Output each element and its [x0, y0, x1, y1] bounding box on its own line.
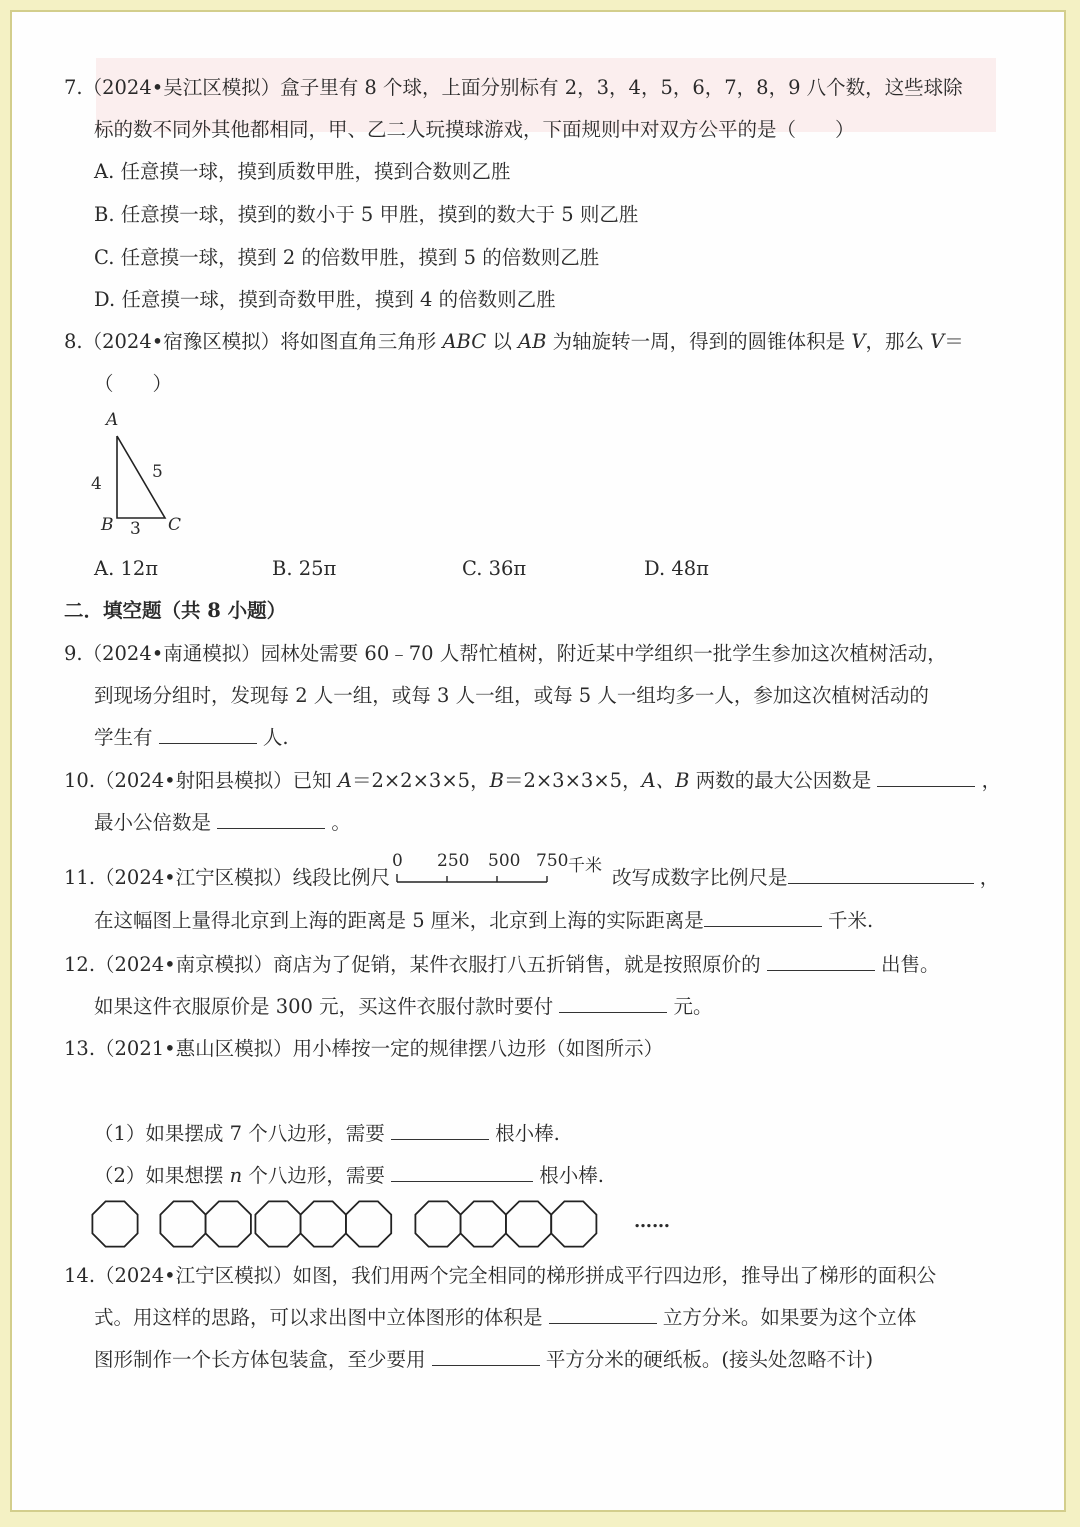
- q8-line-1: 8.（2024•宿豫区模拟）将如图直角三角形 ABC 以 AB 为轴旋转一周，得到的圆锥体积是 V，那么 V＝: [64, 330, 964, 353]
- q8-option-c: C. 36π: [462, 557, 527, 580]
- scale-unit: 千米: [568, 856, 602, 876]
- vertex-b-label: B: [101, 515, 114, 535]
- scale-tick-250: 250: [437, 851, 470, 871]
- q14-volume-blank[interactable]: [549, 1305, 657, 1324]
- octagon-shape: [461, 1201, 506, 1246]
- q10-line-2: 最小公倍数是 。: [94, 811, 351, 834]
- scale-tick-500: 500: [488, 851, 521, 871]
- q7-line-2: 标的数不同外其他都相同，甲、乙二人玩摸球游戏，下面规则中对双方公平的是（ ）: [94, 118, 855, 141]
- q10-lcm-blank[interactable]: [217, 810, 325, 829]
- q11-ratio-blank[interactable]: [788, 865, 974, 884]
- q11-line-1b: 改写成数字比例尺是 ，: [612, 866, 1000, 889]
- q7-option-d: D. 任意摸一球，摸到奇数甲胜，摸到 4 的倍数则乙胜: [94, 288, 556, 311]
- q10-line-1: 10.（2024•射阳县模拟）已知 A＝2×2×3×5，B＝2×3×3×5，A、B 两数的最大公因数是 ，: [64, 769, 1002, 792]
- q9-line-3: 学生有 人.: [94, 726, 289, 749]
- q13-sub-1: （1）如果摆成 7 个八边形，需要 根小棒.: [94, 1122, 560, 1145]
- octagon-shape: [506, 1201, 551, 1246]
- octagon-pattern-figure: [90, 1196, 650, 1256]
- side-ab-label: 4: [91, 474, 102, 494]
- scale-tick-0: 0: [392, 851, 403, 871]
- q12-line-1: 12.（2024•南京模拟）商店为了促销，某件衣服打八五折销售，就是按照原价的 出售。: [64, 953, 940, 976]
- continuation-dots: ……: [634, 1211, 670, 1232]
- q14-line-1: 14.（2024•江宁区模拟）如图，我们用两个完全相同的梯形拼成平行四边形，推导出了梯形的面积公: [64, 1264, 937, 1287]
- octagon-shape: [92, 1201, 137, 1246]
- q7-option-a: A. 任意摸一球，摸到质数甲胜，摸到合数则乙胜: [94, 160, 511, 183]
- octagon-shape: [206, 1201, 251, 1246]
- q8-line-2: （ ）: [94, 372, 173, 395]
- q10-gcd-blank[interactable]: [877, 768, 975, 787]
- q8-option-d: D. 48π: [644, 557, 709, 580]
- vertex-c-label: C: [168, 515, 182, 535]
- octagon-shape: [255, 1201, 300, 1246]
- side-ac-label: 5: [152, 462, 163, 482]
- q12-percent-blank[interactable]: [767, 952, 875, 971]
- q7-option-b: B. 任意摸一球，摸到的数小于 5 甲胜，摸到的数大于 5 则乙胜: [94, 203, 639, 226]
- octagon-shape: [160, 1201, 205, 1246]
- q14-line-3: 图形制作一个长方体包装盒，至少要用 平方分米的硬纸板。(接头处忽略不计): [94, 1348, 874, 1371]
- octagon-shape: [551, 1201, 596, 1246]
- q12-line-2: 如果这件衣服原价是 300 元，买这件衣服付款时要付 元。: [94, 995, 713, 1018]
- octagon-shape: [301, 1201, 346, 1246]
- q8-option-a: A. 12π: [94, 557, 159, 580]
- q7-option-c: C. 任意摸一球，摸到 2 的倍数甲胜，摸到 5 的倍数则乙胜: [94, 246, 600, 269]
- q12-price-blank[interactable]: [559, 994, 667, 1013]
- q11-line-2: 在这幅图上量得北京到上海的距离是 5 厘米，北京到上海的实际距离是 千米.: [94, 909, 874, 932]
- q13-sub2-blank[interactable]: [391, 1163, 533, 1182]
- vertex-a-label: A: [106, 410, 119, 430]
- q9-line-1: 9.（2024•南通模拟）园林处需要 60﹣70 人帮忙植树，附近某中学组织一批学生参加这次植树活动，: [64, 642, 947, 665]
- q11-distance-blank[interactable]: [704, 908, 822, 927]
- q14-area-blank[interactable]: [432, 1347, 540, 1366]
- q7-line-1: 7.（2024•吴江区模拟）盒子里有 8 个球，上面分别标有 2，3，4，5，6，7，8，9 八个数，这些球除: [64, 76, 963, 99]
- q13-line-1: 13.（2021•惠山区模拟）用小棒按一定的规律摆八边形（如图所示）: [64, 1037, 664, 1060]
- q13-sub1-blank[interactable]: [391, 1121, 489, 1140]
- octagon-shape: [346, 1201, 391, 1246]
- side-bc-label: 3: [130, 519, 141, 539]
- q13-sub-2: （2）如果想摆 n 个八边形，需要 根小棒.: [94, 1164, 604, 1187]
- octagon-shape: [415, 1201, 460, 1246]
- scale-tick-750: 750: [536, 851, 569, 871]
- q14-line-2: 式。用这样的思路，可以求出图中立体图形的体积是 立方分米。如果要为这个立体: [94, 1306, 917, 1329]
- q8-option-b: B. 25π: [272, 557, 337, 580]
- q9-answer-blank[interactable]: [159, 725, 257, 744]
- section-heading: 二．填空题（共 8 小题）: [64, 599, 287, 622]
- q9-line-2: 到现场分组时，发现每 2 人一组，或每 3 人一组，或每 5 人一组均多一人，参加这次植树活动的: [94, 684, 929, 707]
- scale-bar: [396, 872, 556, 892]
- q11-line-1: 11.（2024•江宁区模拟）线段比例尺: [64, 866, 391, 889]
